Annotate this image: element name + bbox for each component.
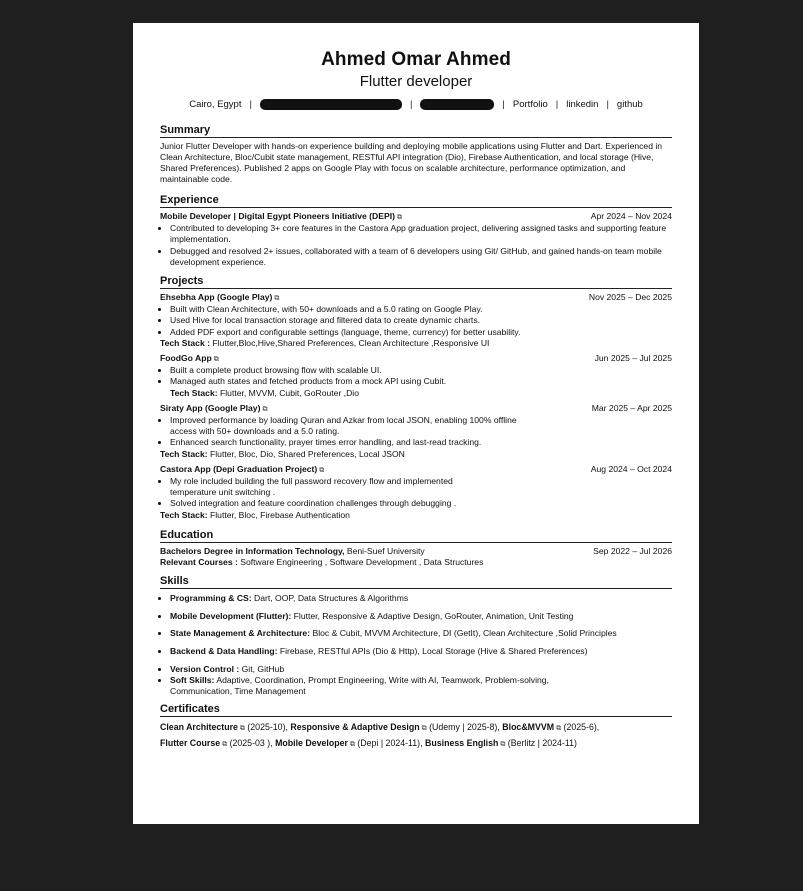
- section-heading: Experience: [160, 194, 672, 208]
- project-date: Nov 2025 – Dec 2025: [588, 292, 672, 303]
- candidate-name: Ahmed Omar Ahmed: [321, 49, 511, 70]
- job-date: Apr 2024 – Nov 2024: [590, 211, 672, 221]
- skill-item: • State Management & Architecture: Bloc & Cubit, MVVM Architecture, DI (GetIt), Clean Architecture ,Solid Principles: [170, 628, 672, 639]
- list-item: • Solved integration and feature coordination challenges through debugging .: [170, 498, 492, 509]
- tech-stack-label: Tech Stack :: [160, 337, 210, 348]
- tech-stack: Flutter, MVVM, Cubit, GoRouter ,Dio: [220, 387, 359, 398]
- contact-line: [160, 99, 672, 110]
- redacted-email: [260, 99, 402, 110]
- skill-item: • Version Control : Git, GitHub: [170, 664, 672, 675]
- list-item: • Used Hive for local transaction storage and filtered data to create dynamic charts.: [170, 315, 532, 326]
- list-item: • My role included building the full password recovery flow and implemented temperature unit switching .: [170, 476, 492, 498]
- certificate-name[interactable]: Clean Architecture: [160, 722, 238, 733]
- external-link-icon[interactable]: ⧉: [274, 295, 280, 303]
- skill-item: • Soft Skills: Adaptive, Coordination, Prompt Engineering, Write with AI, Teamwork, Problem-solving, Communication, Time Management: [170, 675, 672, 697]
- project-title[interactable]: FoodGo App: [160, 353, 212, 364]
- project-title[interactable]: Ehsebha App (Google Play): [160, 292, 273, 303]
- certificates-list: [160, 720, 672, 752]
- certificate-name[interactable]: Mobile Developer: [275, 738, 348, 749]
- tech-stack: Flutter,Bloc,Hive,Shared Preferences, Clean Architecture ,Responsive UI: [212, 337, 490, 348]
- tech-stack: Flutter, Bloc, Dio, Shared Preferences, Local JSON: [210, 448, 405, 459]
- summary-section: [160, 124, 672, 185]
- skill-item: • Mobile Development (Flutter): Flutter, Responsive & Adaptive Design, GoRouter, Animation, Unit Testing: [170, 611, 672, 622]
- project-date: Mar 2025 – Apr 2025: [591, 402, 672, 413]
- resume-page: [133, 23, 699, 824]
- project-entry: [160, 403, 672, 460]
- location: Cairo, Egypt: [189, 99, 242, 110]
- certificate-name[interactable]: Responsive & Adaptive Design: [290, 722, 420, 733]
- summary-text: Junior Flutter Developer with hands-on experience building and deploying mobile applications using Flutter and Dart. Experienced in Clean Architecture, Bloc/Cubit state management, RESTful API integration (Dio), Firebase Authentication, and local storage (Hive, Shared Preferences). Published 2 apps on Google Play with focus on scalable architecture, performance optimization, and maintainable code.: [160, 141, 663, 184]
- section-heading: Skills: [160, 575, 672, 589]
- certificate-meta: (2025-03 ),: [229, 738, 273, 749]
- list-item: • Contributed to developing 3+ core features in the Castora App graduation project, delivering assigned tasks and supporting feature implementation.: [170, 223, 672, 245]
- candidate-title: Flutter developer: [359, 73, 473, 90]
- resume-header: [160, 49, 672, 110]
- separator: |: [502, 99, 505, 110]
- skills-list: [160, 593, 672, 697]
- experience-section: [160, 194, 672, 268]
- job-title[interactable]: Mobile Developer | Digital Egypt Pioneers Initiative (DEPI): [160, 211, 395, 221]
- skill-item: • Backend & Data Handling: Firebase, RESTful APIs (Dio & Http), Local Storage (Hive & Shared Preferences): [170, 646, 672, 657]
- external-link-icon[interactable]: ⧉: [500, 741, 506, 749]
- section-heading: Certificates: [160, 703, 672, 717]
- certificate-name[interactable]: Bloc&MVVM: [502, 722, 555, 733]
- skill-item: • Programming & CS: Dart, OOP, Data Structures & Algorithms: [170, 593, 672, 604]
- portfolio-link[interactable]: Portfolio: [512, 99, 548, 110]
- section-heading: Education: [160, 529, 672, 543]
- education-date: Sep 2022 – Jul 2026: [593, 545, 672, 556]
- projects-section: [160, 275, 672, 521]
- list-item: • Enhanced search functionality, prayer times error handling, and last-read tracking.: [170, 437, 542, 448]
- list-item: • Built with Clean Architecture, with 50+ downloads and a 5.0 rating on Google Play.: [170, 304, 532, 315]
- education-section: [160, 529, 672, 568]
- linkedin-link[interactable]: linkedin: [566, 99, 599, 110]
- courses: Software Engineering , Software Development , Data Structures: [240, 557, 484, 568]
- certificate-name[interactable]: Flutter Course: [160, 738, 221, 749]
- list-item: • Improved performance by loading Quran and Azkar from local JSON, enabling 100% offline access with 50+ downloads and a 5.0 rating.: [170, 415, 542, 437]
- external-link-icon[interactable]: ⧉: [349, 741, 355, 749]
- list-item: • Built a complete product browsing flow with scalable UI.: [170, 365, 672, 376]
- external-link-icon[interactable]: ⧉: [556, 725, 562, 733]
- certificate-meta: (Berlitz | 2024-11): [507, 738, 577, 749]
- separator: |: [409, 99, 413, 110]
- certificate-meta: (2025-10),: [247, 722, 288, 733]
- project-entry: [160, 353, 672, 399]
- section-heading: Projects: [160, 275, 672, 289]
- redacted-phone: [420, 99, 494, 110]
- tech-stack: Flutter, Bloc, Firebase Authentication: [210, 509, 350, 520]
- external-link-icon[interactable]: ⧉: [396, 214, 402, 221]
- certificate-meta: (2025-6),: [563, 722, 600, 733]
- project-date: Aug 2024 – Oct 2024: [590, 463, 672, 474]
- external-link-icon[interactable]: ⧉: [262, 405, 268, 413]
- separator: |: [555, 99, 559, 110]
- certificate-name[interactable]: Business English: [425, 738, 499, 749]
- tech-stack-label: Tech Stack:: [160, 509, 208, 520]
- certificate-meta: (Udemy | 2025-8),: [429, 722, 500, 733]
- section-heading: Summary: [160, 124, 672, 138]
- project-date: Jun 2025 – Jul 2025: [594, 353, 672, 364]
- list-item: • Added PDF export and configurable settings (language, theme, currency) for better usability.: [170, 327, 532, 338]
- project-entry: [160, 292, 672, 349]
- list-item: • Debugged and resolved 2+ issues, collaborated with a team of 6 developers using Git/ GitHub, and gained hands-on team mobile development experience.: [170, 246, 672, 268]
- project-entry: [160, 464, 672, 521]
- degree: Bachelors Degree in Information Technology,: [160, 545, 345, 556]
- skills-section: [160, 575, 672, 697]
- separator: |: [249, 99, 252, 110]
- project-title[interactable]: Castora App (Depi Graduation Project): [160, 463, 318, 474]
- external-link-icon[interactable]: ⧉: [213, 356, 219, 364]
- university: Beni-Suef University: [346, 545, 425, 556]
- education-entry: [160, 546, 672, 568]
- experience-entry: [160, 211, 672, 268]
- separator: |: [606, 99, 609, 110]
- certificates-section: [160, 703, 672, 752]
- list-item: • Managed auth states and fetched products from a mock API using Cubit.: [170, 376, 672, 387]
- courses-label: Relevant Courses :: [160, 557, 238, 568]
- external-link-icon[interactable]: ⧉: [421, 725, 427, 733]
- external-link-icon[interactable]: ⧉: [222, 741, 228, 749]
- tech-stack-label: Tech Stack:: [170, 387, 218, 398]
- certificate-meta: (Depi | 2024-11),: [357, 738, 423, 749]
- tech-stack-label: Tech Stack:: [160, 448, 208, 459]
- github-link[interactable]: github: [616, 99, 643, 110]
- external-link-icon[interactable]: ⧉: [319, 466, 325, 474]
- external-link-icon[interactable]: ⧉: [239, 725, 245, 733]
- project-title[interactable]: Siraty App (Google Play): [160, 402, 261, 413]
